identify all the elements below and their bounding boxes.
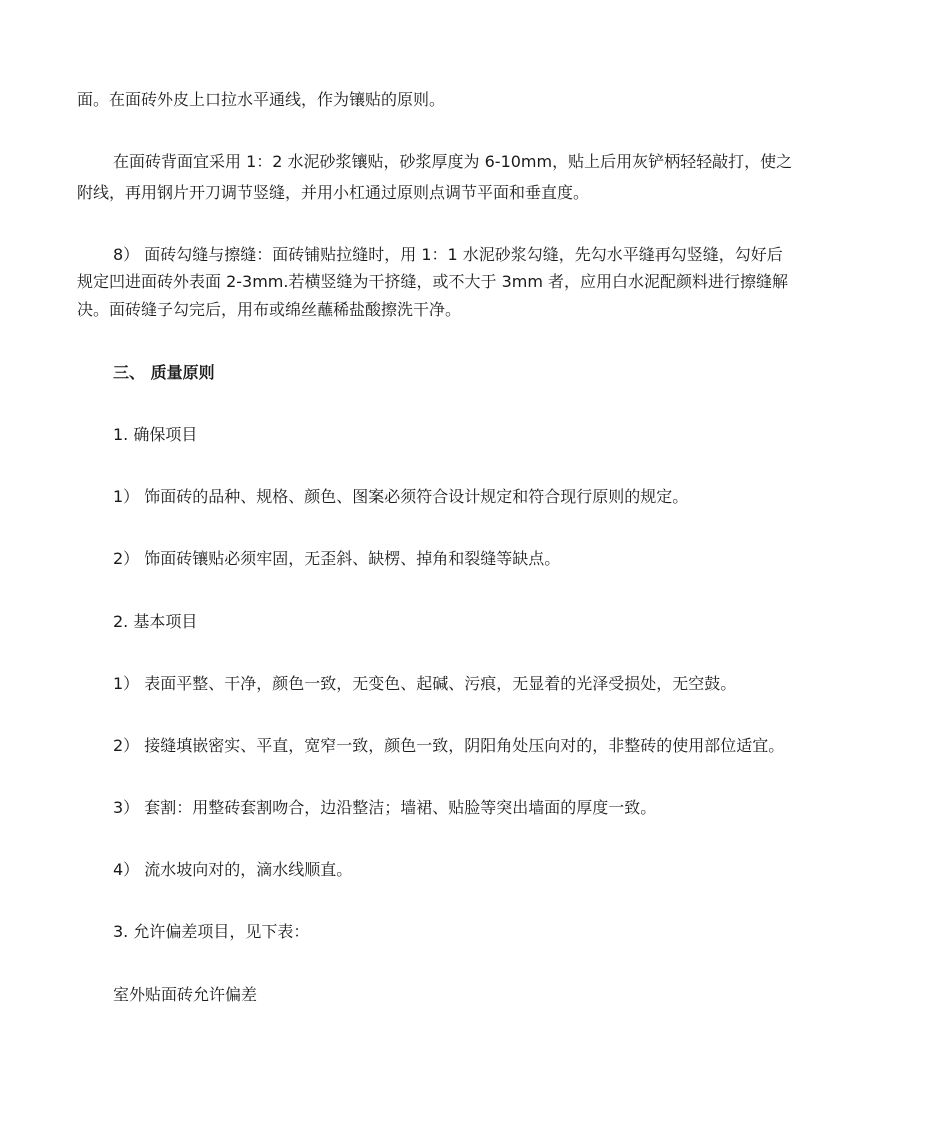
list-item: 2） 饰面砖镶贴必须牢固，无歪斜、缺楞、掉角和裂缝等缺点。 — [113, 549, 561, 568]
item-title: 2. 基本项目 — [113, 612, 198, 631]
paragraph-line: 8） 面砖勾缝与擦缝：面砖铺贴拉缝时，用 1：1 水泥砂浆勾缝，先勾水平缝再勾竖缝，勾好后 — [113, 245, 783, 264]
paragraph-line: 在面砖背面宜采用 1：2 水泥砂浆镶贴，砂浆厚度为 6-10mm，贴上后用灰铲柄轻轻敲打，使之 — [113, 152, 793, 171]
paragraph-line: 附线，再用钢片开刀调节竖缝，并用小杠通过原则点调节平面和垂直度。 — [77, 183, 590, 202]
paragraph-line: 面。在面砖外皮上口拉水平通线，作为镶贴的原则。 — [77, 90, 446, 109]
list-item: 3） 套割：用整砖套割吻合，边沿整洁；墙裙、贴脸等突出墙面的厚度一致。 — [113, 798, 657, 817]
list-item: 2） 接缝填嵌密实、平直，宽窄一致，颜色一致，阴阳角处压向对的，非整砖的使用部位适宜。 — [113, 736, 785, 755]
section-heading: 三、 质量原则 — [113, 363, 215, 382]
list-item: 1） 表面平整、干净，颜色一致，无变色、起碱、污痕，无显着的光泽受损处，无空鼓。 — [113, 674, 737, 693]
list-item: 4） 流水坡向对的，滴水线顺直。 — [113, 860, 353, 879]
paragraph-line: 决。面砖缝子勾完后，用布或绵丝蘸稀盐酸擦洗干净。 — [77, 300, 462, 319]
table-caption: 室外贴面砖允许偏差 — [113, 985, 258, 1004]
item-title: 3. 允许偏差项目，见下表： — [113, 922, 310, 941]
paragraph-line: 规定凹进面砖外表面 2-3mm.若横竖缝为干挤缝，或不大于 3mm 者，应用白水泥配颜料进行擦缝解 — [77, 272, 789, 291]
list-item: 1） 饰面砖的品种、规格、颜色、图案必须符合设计规定和符合现行原则的规定。 — [113, 487, 689, 506]
item-title: 1. 确保项目 — [113, 425, 198, 444]
